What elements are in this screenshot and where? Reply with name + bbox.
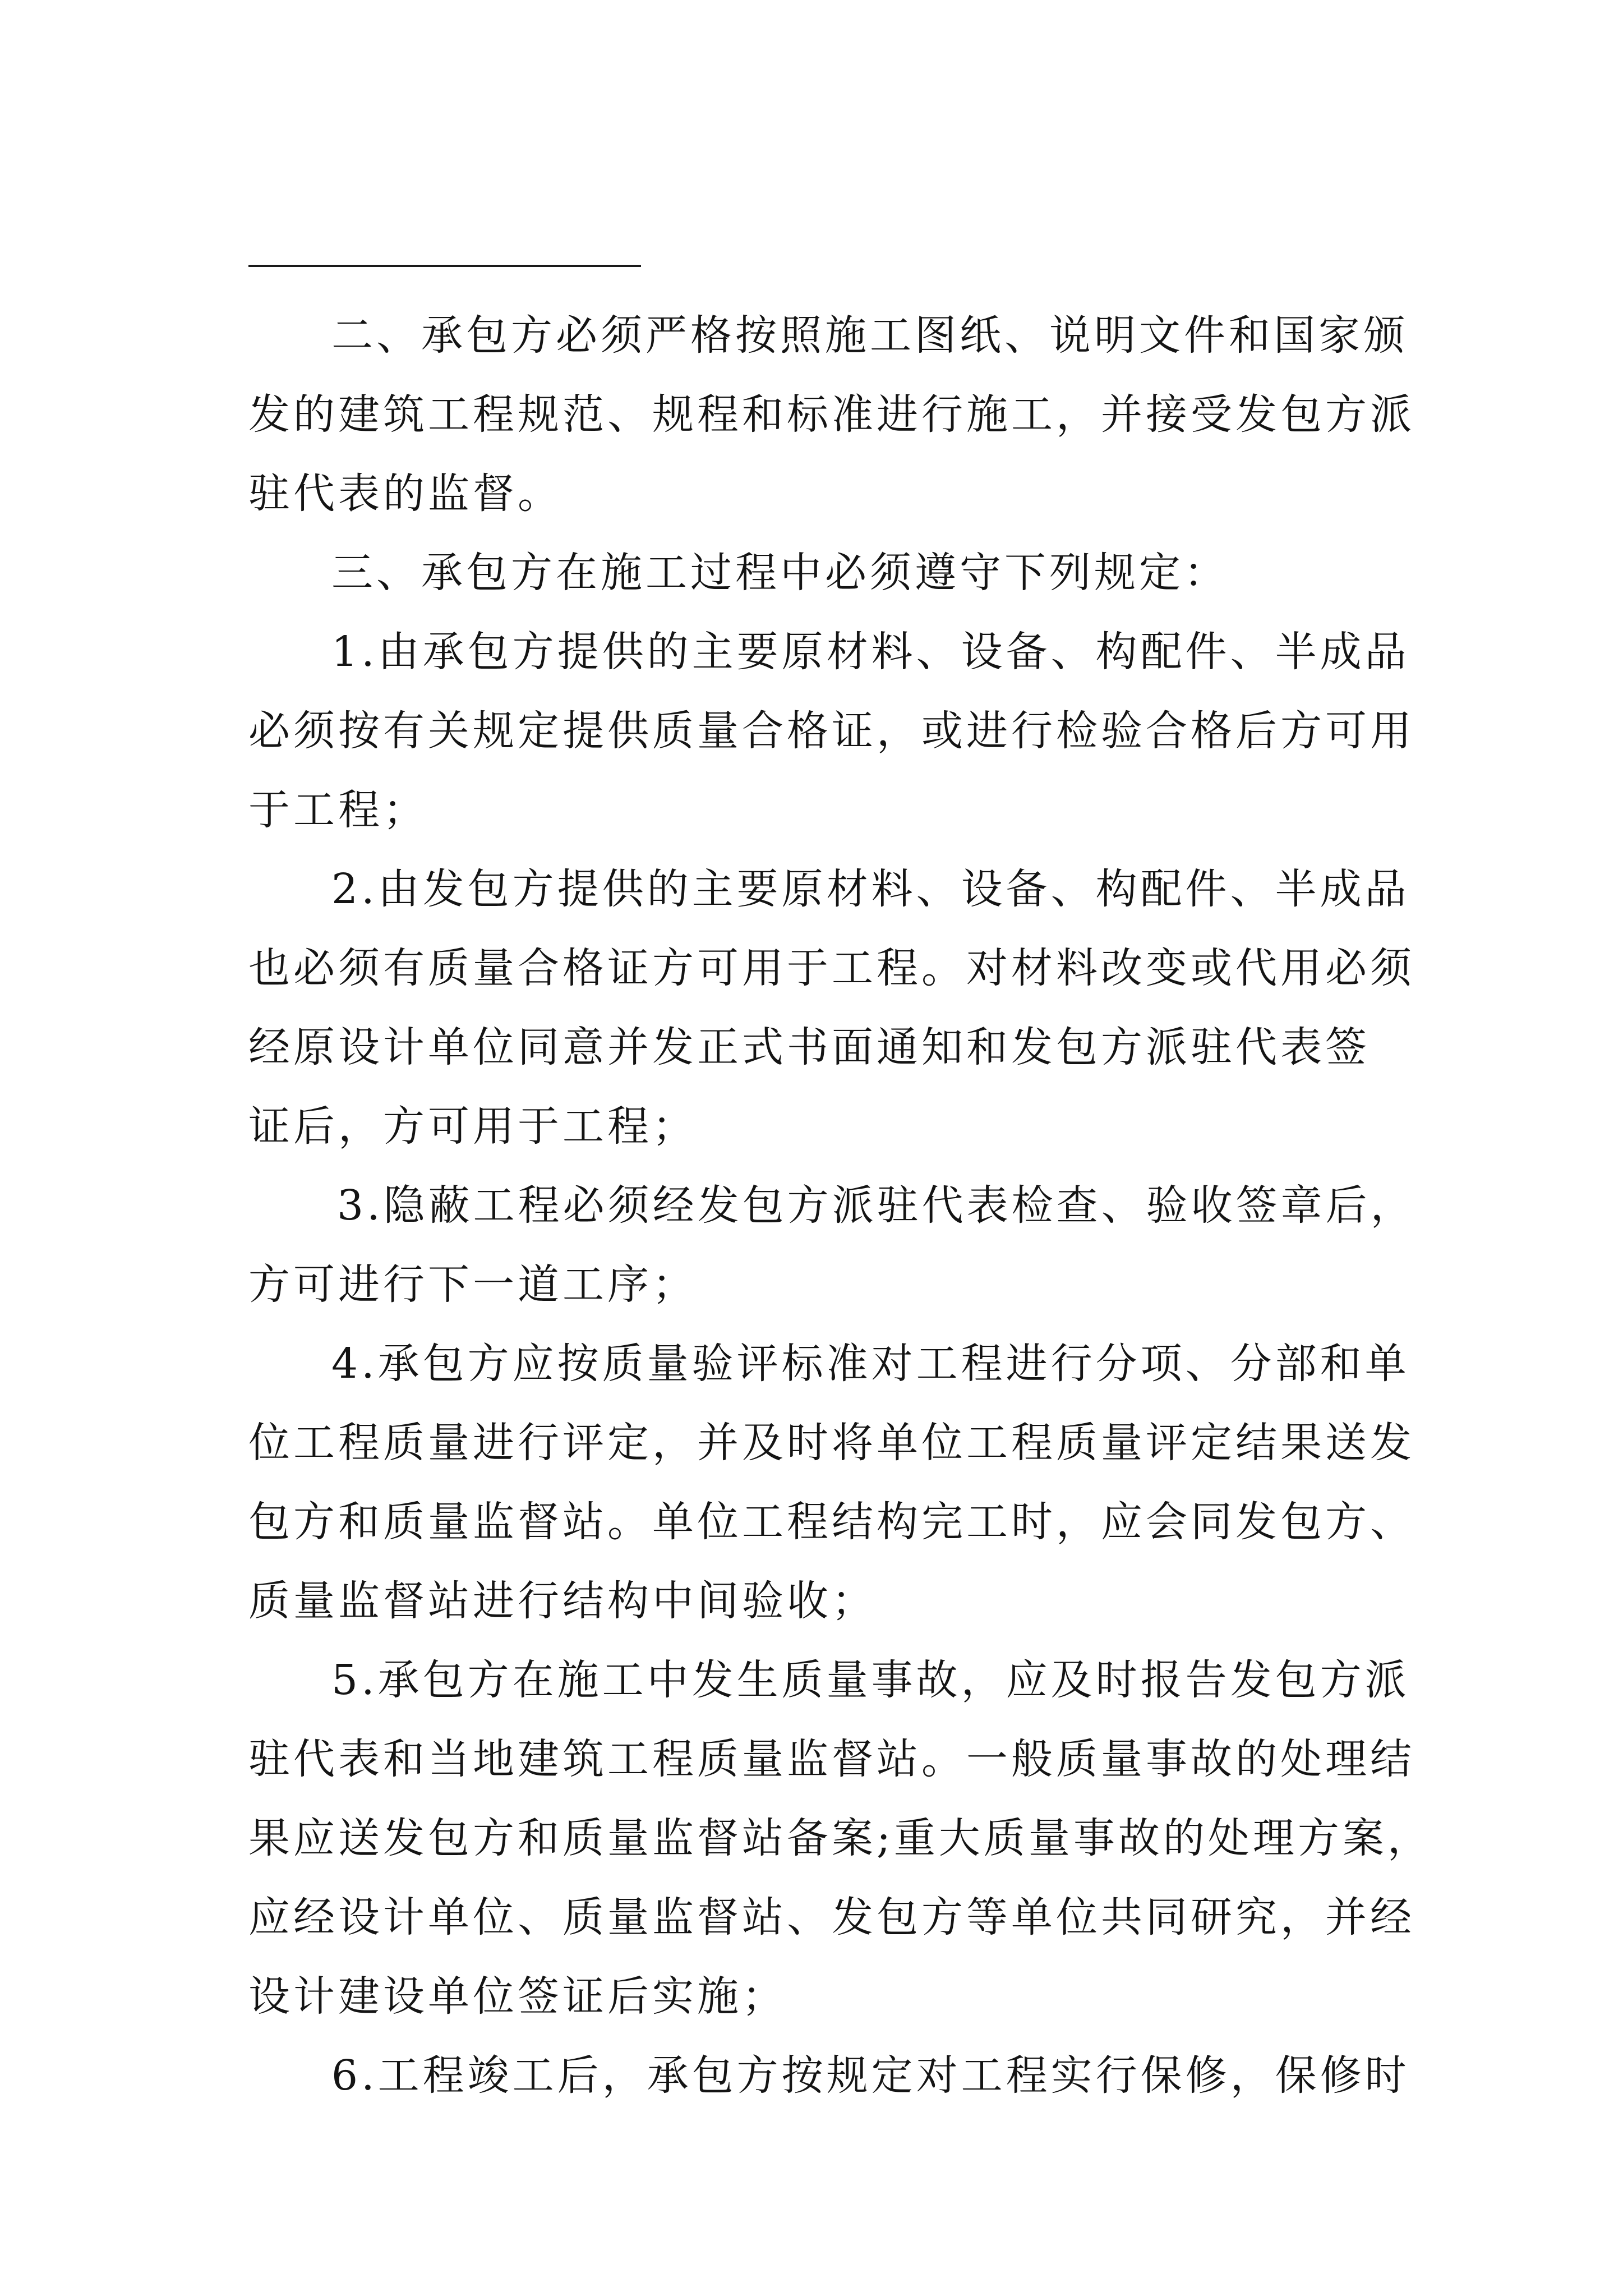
item-4-line-4: 质量监督站进行结构中间验收； [248, 1577, 877, 1625]
document-body [248, 296, 1432, 2115]
item-4-line-1: 4.承包方应按质量验评标准对工程进行分项、分部和单 [331, 1340, 1410, 1388]
header-rule [248, 265, 641, 267]
item-5-line-4: 应经设计单位、质量监督站、发包方等单位共同研究，并经 [248, 1893, 1415, 1941]
item-5-line-3: 果应送发包方和质量监督站备案;重大质量事故的处理方案， [248, 1814, 1432, 1862]
paragraph-3-line-1: 三、承包方在施工过程中必须遵守下列规定： [331, 549, 1229, 597]
item-5-line-2: 驻代表和当地建筑工程质量监督站。一般质量事故的处理结 [248, 1735, 1415, 1783]
paragraph-2-line-2: 发的建筑工程规范、规程和标准进行施工，并接受发包方派 [248, 390, 1415, 439]
item-2-line-2: 也必须有质量合格证方可用于工程。对材料改变或代用必须 [248, 944, 1415, 992]
item-4-line-2: 位工程质量进行评定，并及时将单位工程质量评定结果送发 [248, 1419, 1415, 1467]
item-3-line-1: 3.隐蔽工程必须经发包方派驻代表检查、验收签章后， [337, 1181, 1415, 1230]
item-1-line-3: 于工程； [248, 786, 428, 834]
paragraph-2-line-3: 驻代表的监督。 [248, 470, 562, 518]
item-6-line-1: 6.工程竣工后，承包方按规定对工程实行保修，保修时 [331, 2051, 1410, 2100]
item-1-line-1: 1.由承包方提供的主要原材料、设备、构配件、半成品 [331, 628, 1410, 676]
item-3-line-2: 方可进行下一道工序； [248, 1260, 697, 1309]
item-2-line-4: 证后，方可用于工程； [248, 1102, 697, 1151]
paragraph-2-line-1: 二、承包方必须严格按照施工图纸、说明文件和国家颁 [331, 311, 1408, 360]
item-5-line-1: 5.承包方在施工中发生质量事故，应及时报告发包方派 [331, 1656, 1410, 1704]
item-5-line-5: 设计建设单位签证后实施； [248, 1972, 787, 2021]
item-2-line-3: 经原设计单位同意并发正式书面通知和发包方派驻代表签 [248, 1023, 1370, 1071]
item-4-line-3: 包方和质量监督站。单位工程结构完工时，应会同发包方、 [248, 1498, 1415, 1546]
item-2-line-1: 2.由发包方提供的主要原材料、设备、构配件、半成品 [331, 865, 1410, 913]
item-1-line-2: 必须按有关规定提供质量合格证，或进行检验合格后方可用 [248, 707, 1415, 755]
